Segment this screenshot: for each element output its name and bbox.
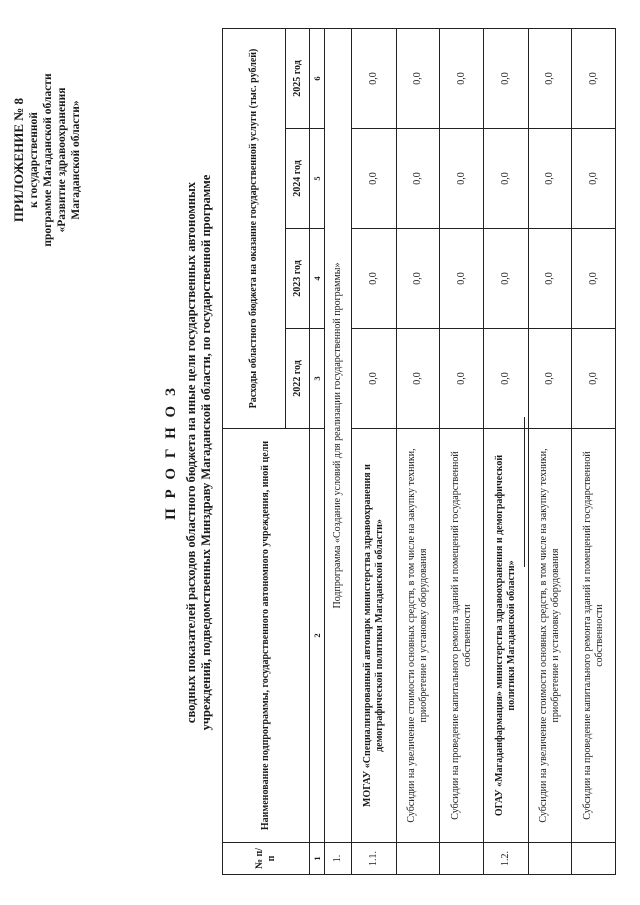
row-value: 0,0 [351, 229, 396, 329]
index-row [310, 29, 324, 875]
table-row [351, 29, 396, 875]
row-num [528, 843, 572, 875]
row-value: 0,0 [396, 29, 440, 129]
table-row [483, 29, 528, 875]
index-cell: 3 [310, 329, 324, 429]
row-value: 0,0 [483, 129, 528, 229]
row-value: 0,0 [483, 229, 528, 329]
row-name: Субсидии на увеличение стоимости основных средств, в том числе на закупку техники, приобретение и установку оборудования [528, 429, 572, 843]
heading-block [162, 0, 214, 905]
document-title: П Р О Г Н О З [163, 385, 179, 520]
row-value: 0,0 [351, 29, 396, 129]
row-value: 0,0 [483, 329, 528, 429]
row-name: Субсидии на проведение капитального ремонта зданий и помещений государственной собственности [440, 429, 484, 843]
row-value: 0,0 [528, 129, 572, 229]
row-value: 0,0 [483, 29, 528, 129]
row-value: 0,0 [396, 329, 440, 429]
row-value: 0,0 [440, 229, 484, 329]
row-value: 0,0 [528, 229, 572, 329]
row-name: Субсидии на увеличение стоимости основных средств, в том числе на закупку техники, приобретение и установку оборудования [396, 429, 440, 843]
row-name: ОГАУ «Магаданфармация» министерства здравоохранения и демографической политики Магаданской области» [483, 429, 528, 843]
index-cell: 5 [310, 129, 324, 229]
index-cell: 4 [310, 229, 324, 329]
appendix-line: к государственной [28, 112, 40, 208]
row-num [440, 843, 484, 875]
row-name: МОГАУ «Специализированный автопарк министерства здравоохранения и демографической политики Магаданской области» [351, 429, 396, 843]
subprogram-row [324, 29, 351, 875]
row-value: 0,0 [440, 329, 484, 429]
row-num [572, 843, 616, 875]
header-year: 2025 год [286, 29, 310, 129]
appendix-line: программе Магаданской области [42, 73, 54, 247]
header-year: 2024 год [286, 129, 310, 229]
header-year: 2023 год [286, 229, 310, 329]
header-year: 2022 год [286, 329, 310, 429]
header-name: Наименование подпрограммы, государственного автономного учреждения, иной цели [223, 429, 310, 843]
row-value: 0,0 [396, 229, 440, 329]
header-num: № п/п [223, 843, 310, 875]
table-row [572, 29, 616, 875]
row-num: 1.2. [483, 843, 528, 875]
appendix-line: «Развитие здравоохранения [56, 87, 68, 233]
row-value: 0,0 [528, 329, 572, 429]
appendix-block [12, 30, 83, 290]
row-value: 0,0 [396, 129, 440, 229]
document-subtitle: учреждений, подведомственных Минздраву Магаданской области, по государственной программе [199, 174, 213, 731]
row-value: 0,0 [572, 329, 616, 429]
header-row [223, 29, 286, 875]
row-value: 0,0 [351, 129, 396, 229]
row-value: 0,0 [440, 129, 484, 229]
row-value: 0,0 [572, 29, 616, 129]
row-num [396, 843, 440, 875]
row-name: Субсидии на проведение капитального ремонта зданий и помещений государственной собственности [572, 429, 616, 843]
header-expenses: Расходы областного бюджета на оказание государственной услуги (тыс. рублей) [223, 29, 286, 429]
index-cell: 2 [310, 429, 324, 843]
appendix-line: Магаданской области» [70, 100, 82, 220]
row-value: 0,0 [572, 229, 616, 329]
row-value: 0,0 [351, 329, 396, 429]
index-cell: 6 [310, 29, 324, 129]
row-value: 0,0 [528, 29, 572, 129]
row-value: 0,0 [440, 29, 484, 129]
subprogram-num: 1. [324, 843, 351, 875]
row-num: 1.1. [351, 843, 396, 875]
appendix-title: ПРИЛОЖЕНИЕ № 8 [11, 97, 26, 223]
table-row [440, 29, 484, 875]
forecast-table [222, 28, 616, 875]
row-value: 0,0 [572, 129, 616, 229]
document-subtitle: сводных показателей расходов областного бюджета на иные цели государственных автономных [184, 181, 198, 724]
index-cell: 1 [310, 843, 324, 875]
table-row [528, 29, 572, 875]
subprogram-label: Подпрограмма «Создание условий для реализации государственной программы» [324, 29, 351, 843]
table-row [396, 29, 440, 875]
footnote-divider [524, 417, 525, 567]
